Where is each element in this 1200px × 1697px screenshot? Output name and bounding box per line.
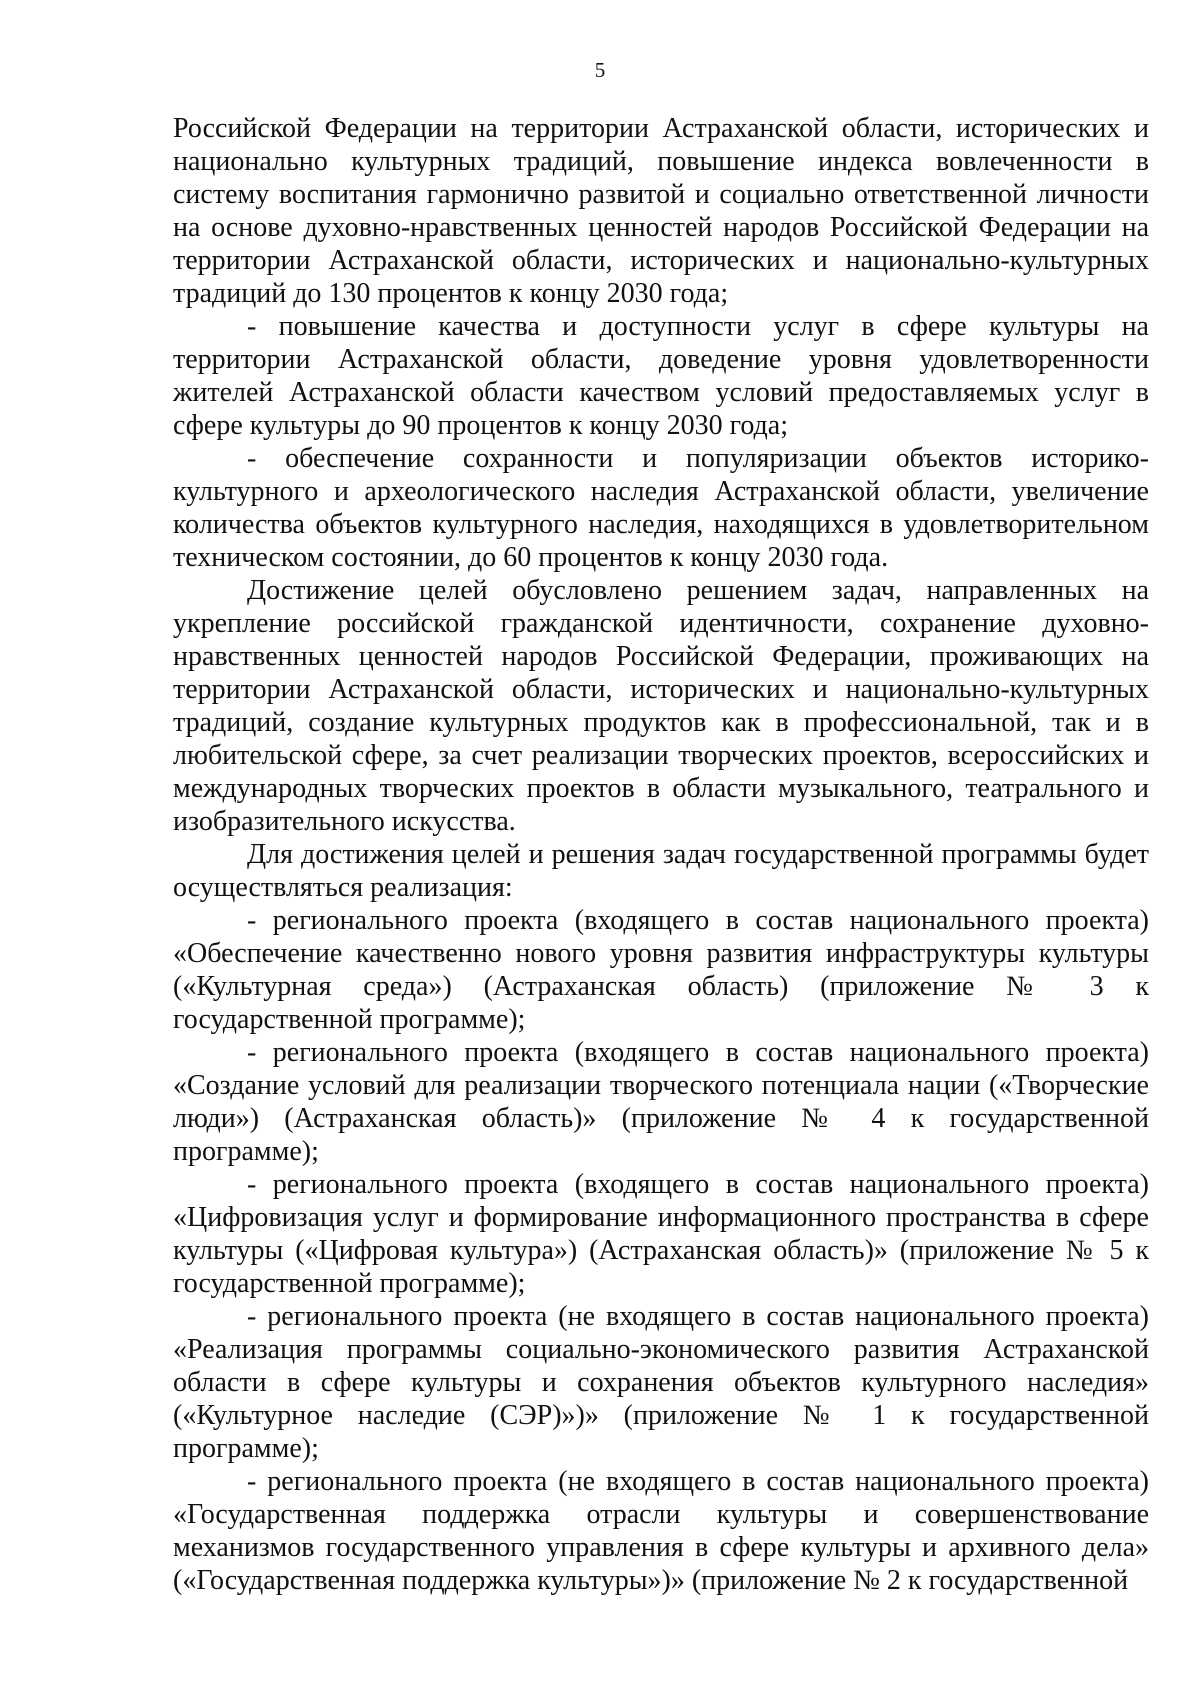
paragraph: - обеспечение сохранности и популяризации объектов историко-культурного и археологического наследия Астраханской области, увеличение количества объектов культурного наследия, находящихся в удовлетворительном техническом состоянии, до 60 процентов к концу 2030 года. [173, 443, 1149, 573]
paragraph: Для достижения целей и решения задач государственной программы будет осуществляться реализация: [173, 839, 1149, 903]
document-body [173, 112, 1149, 1597]
paragraph: - повышение качества и доступности услуг в сфере культуры на территории Астраханской области, доведение уровня удовлетворенности жителей Астраханской области качеством условий предоставляемых услуг в сфере культуры до 90 процентов к концу 2030 года; [173, 311, 1149, 441]
paragraph: - регионального проекта (не входящего в состав национального проекта) «Государственная поддержка отрасли культуры и совершенствование механизмов государственного управления в сфере культуры и архивного дела» («Государственная поддержка культуры»)» (приложение № 2 к государственной [173, 1466, 1149, 1596]
paragraph: - регионального проекта (входящего в состав национального проекта) «Создание условий для реализации творческого потенциала нации («Творческие люди») (Астраханская область)» (приложение № 4 к государственной программе); [173, 1037, 1149, 1167]
paragraph: - регионального проекта (входящего в состав национального проекта) «Цифровизация услуг и формирование информационного пространства в сфере культуры («Цифровая культура») (Астраханская область)» (приложение № 5 к государственной программе); [173, 1169, 1149, 1299]
paragraph: Российской Федерации на территории Астраханской области, исторических и национально культурных традиций, повышение индекса вовлеченности в систему воспитания гармонично развитой и социально ответственной личности на основе духовно-нравственных ценностей народов Российской Федерации на территории Астраханской области, исторических и национально-культурных традиций до 130 процентов к концу 2030 года; [173, 113, 1149, 309]
page-number: 5 [594, 58, 606, 82]
paragraph: Достижение целей обусловлено решением задач, направленных на укрепление российской гражданской идентичности, сохранение духовно-нравственных ценностей народов Российской Федерации, проживающих на территории Астраханской области, исторических и национально-культурных традиций, создание культурных продуктов как в профессиональной, так и в любительской сфере, за счет реализации творческих проектов, всероссийских и международных творческих проектов в области музыкального, театрального и изобразительного искусства. [173, 575, 1149, 837]
paragraph: - регионального проекта (не входящего в состав национального проекта) «Реализация программы социально-экономического развития Астраханской области в сфере культуры и сохранения объектов культурного наследия» («Культурное наследие (СЭР)»)» (приложение № 1 к государственной программе); [173, 1301, 1149, 1464]
paragraph: - регионального проекта (входящего в состав национального проекта) «Обеспечение качественно нового уровня развития инфраструктуры культуры («Культурная среда») (Астраханская область) (приложение № 3 к государственной программе); [173, 905, 1149, 1035]
